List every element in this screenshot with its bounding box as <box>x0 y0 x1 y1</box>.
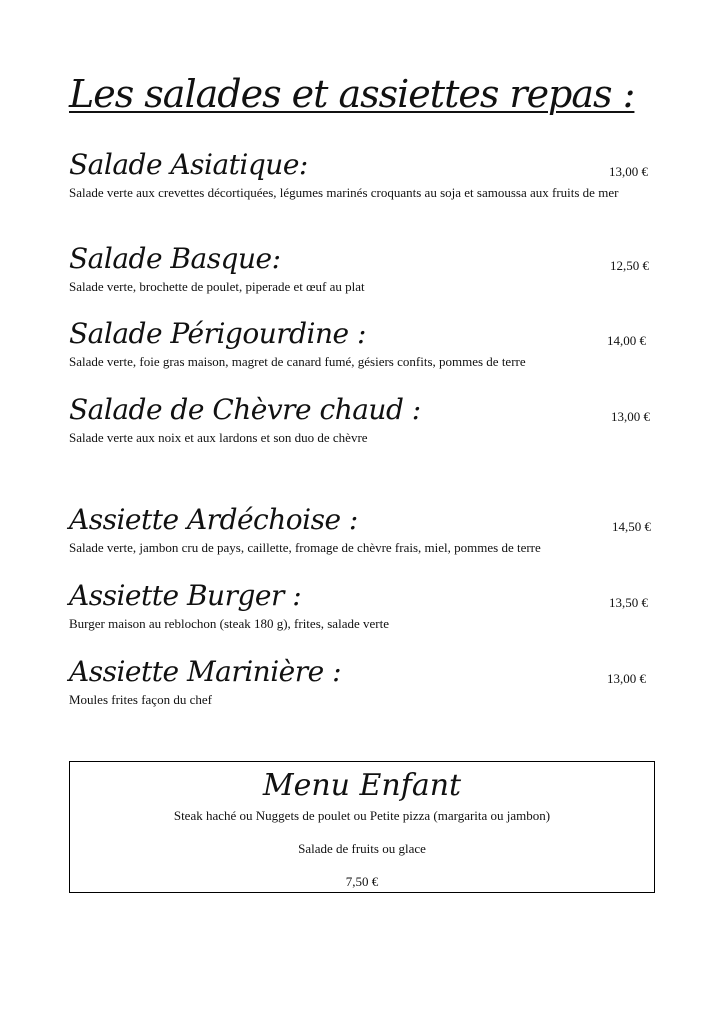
item-name: Assiette Burger : <box>69 579 302 612</box>
item-name: Assiette Ardéchoise : <box>69 503 358 536</box>
menu-item-assiette-ardechoise <box>69 503 659 556</box>
item-description: Salade verte, foie gras maison, magret de canard fumé, gésiers confits, pommes de terre <box>69 354 526 369</box>
item-description: Salade verte, jambon cru de pays, caillette, fromage de chèvre frais, miel, pommes de terre <box>69 540 541 555</box>
menu-item-salade-perigourdine <box>69 317 659 370</box>
item-name: Salade Périgourdine : <box>69 317 366 350</box>
item-description: Moules frites façon du chef <box>69 692 212 707</box>
item-description: Salade verte aux noix et aux lardons et son duo de chèvre <box>69 430 368 445</box>
item-description: Salade verte aux crevettes décortiquées, légumes marinés croquants au soja et samoussa aux fruits de mer <box>69 185 619 200</box>
item-price: 13,00 € <box>607 671 646 686</box>
item-price: 14,00 € <box>607 333 646 348</box>
menu-enfant-dessert: Salade de fruits ou glace <box>298 841 426 856</box>
menu-item-salade-chevre-chaud <box>69 393 659 446</box>
menu-enfant-line: Steak haché ou Nuggets de poulet ou Petite pizza (margarita ou jambon) <box>173 808 551 823</box>
item-name: Salade Asiatique: <box>69 148 308 181</box>
menu-item-salade-asiatique <box>69 148 659 201</box>
item-name: Assiette Marinière : <box>69 655 342 688</box>
menu-enfant-box <box>69 761 655 893</box>
item-price: 14,50 € <box>612 519 651 534</box>
item-name: Salade de Chèvre chaud : <box>69 393 421 426</box>
item-name: Salade Basque: <box>69 242 281 275</box>
item-price: 13,00 € <box>611 409 650 424</box>
menu-item-assiette-mariniere <box>69 655 659 708</box>
item-description: Burger maison au reblochon (steak 180 g), frites, salade verte <box>69 616 389 631</box>
item-price: 13,50 € <box>609 595 648 610</box>
item-price: 13,00 € <box>609 164 648 179</box>
menu-item-salade-basque <box>69 242 659 295</box>
menu-item-assiette-burger <box>69 579 659 632</box>
page-title: Les salades et assiettes repas : <box>69 72 635 116</box>
menu-enfant-title: Menu Enfant <box>262 768 462 803</box>
menu-enfant-price: 7,50 € <box>345 874 379 889</box>
item-description: Salade verte, brochette de poulet, piperade et œuf au plat <box>69 279 365 294</box>
item-price: 12,50 € <box>610 258 649 273</box>
